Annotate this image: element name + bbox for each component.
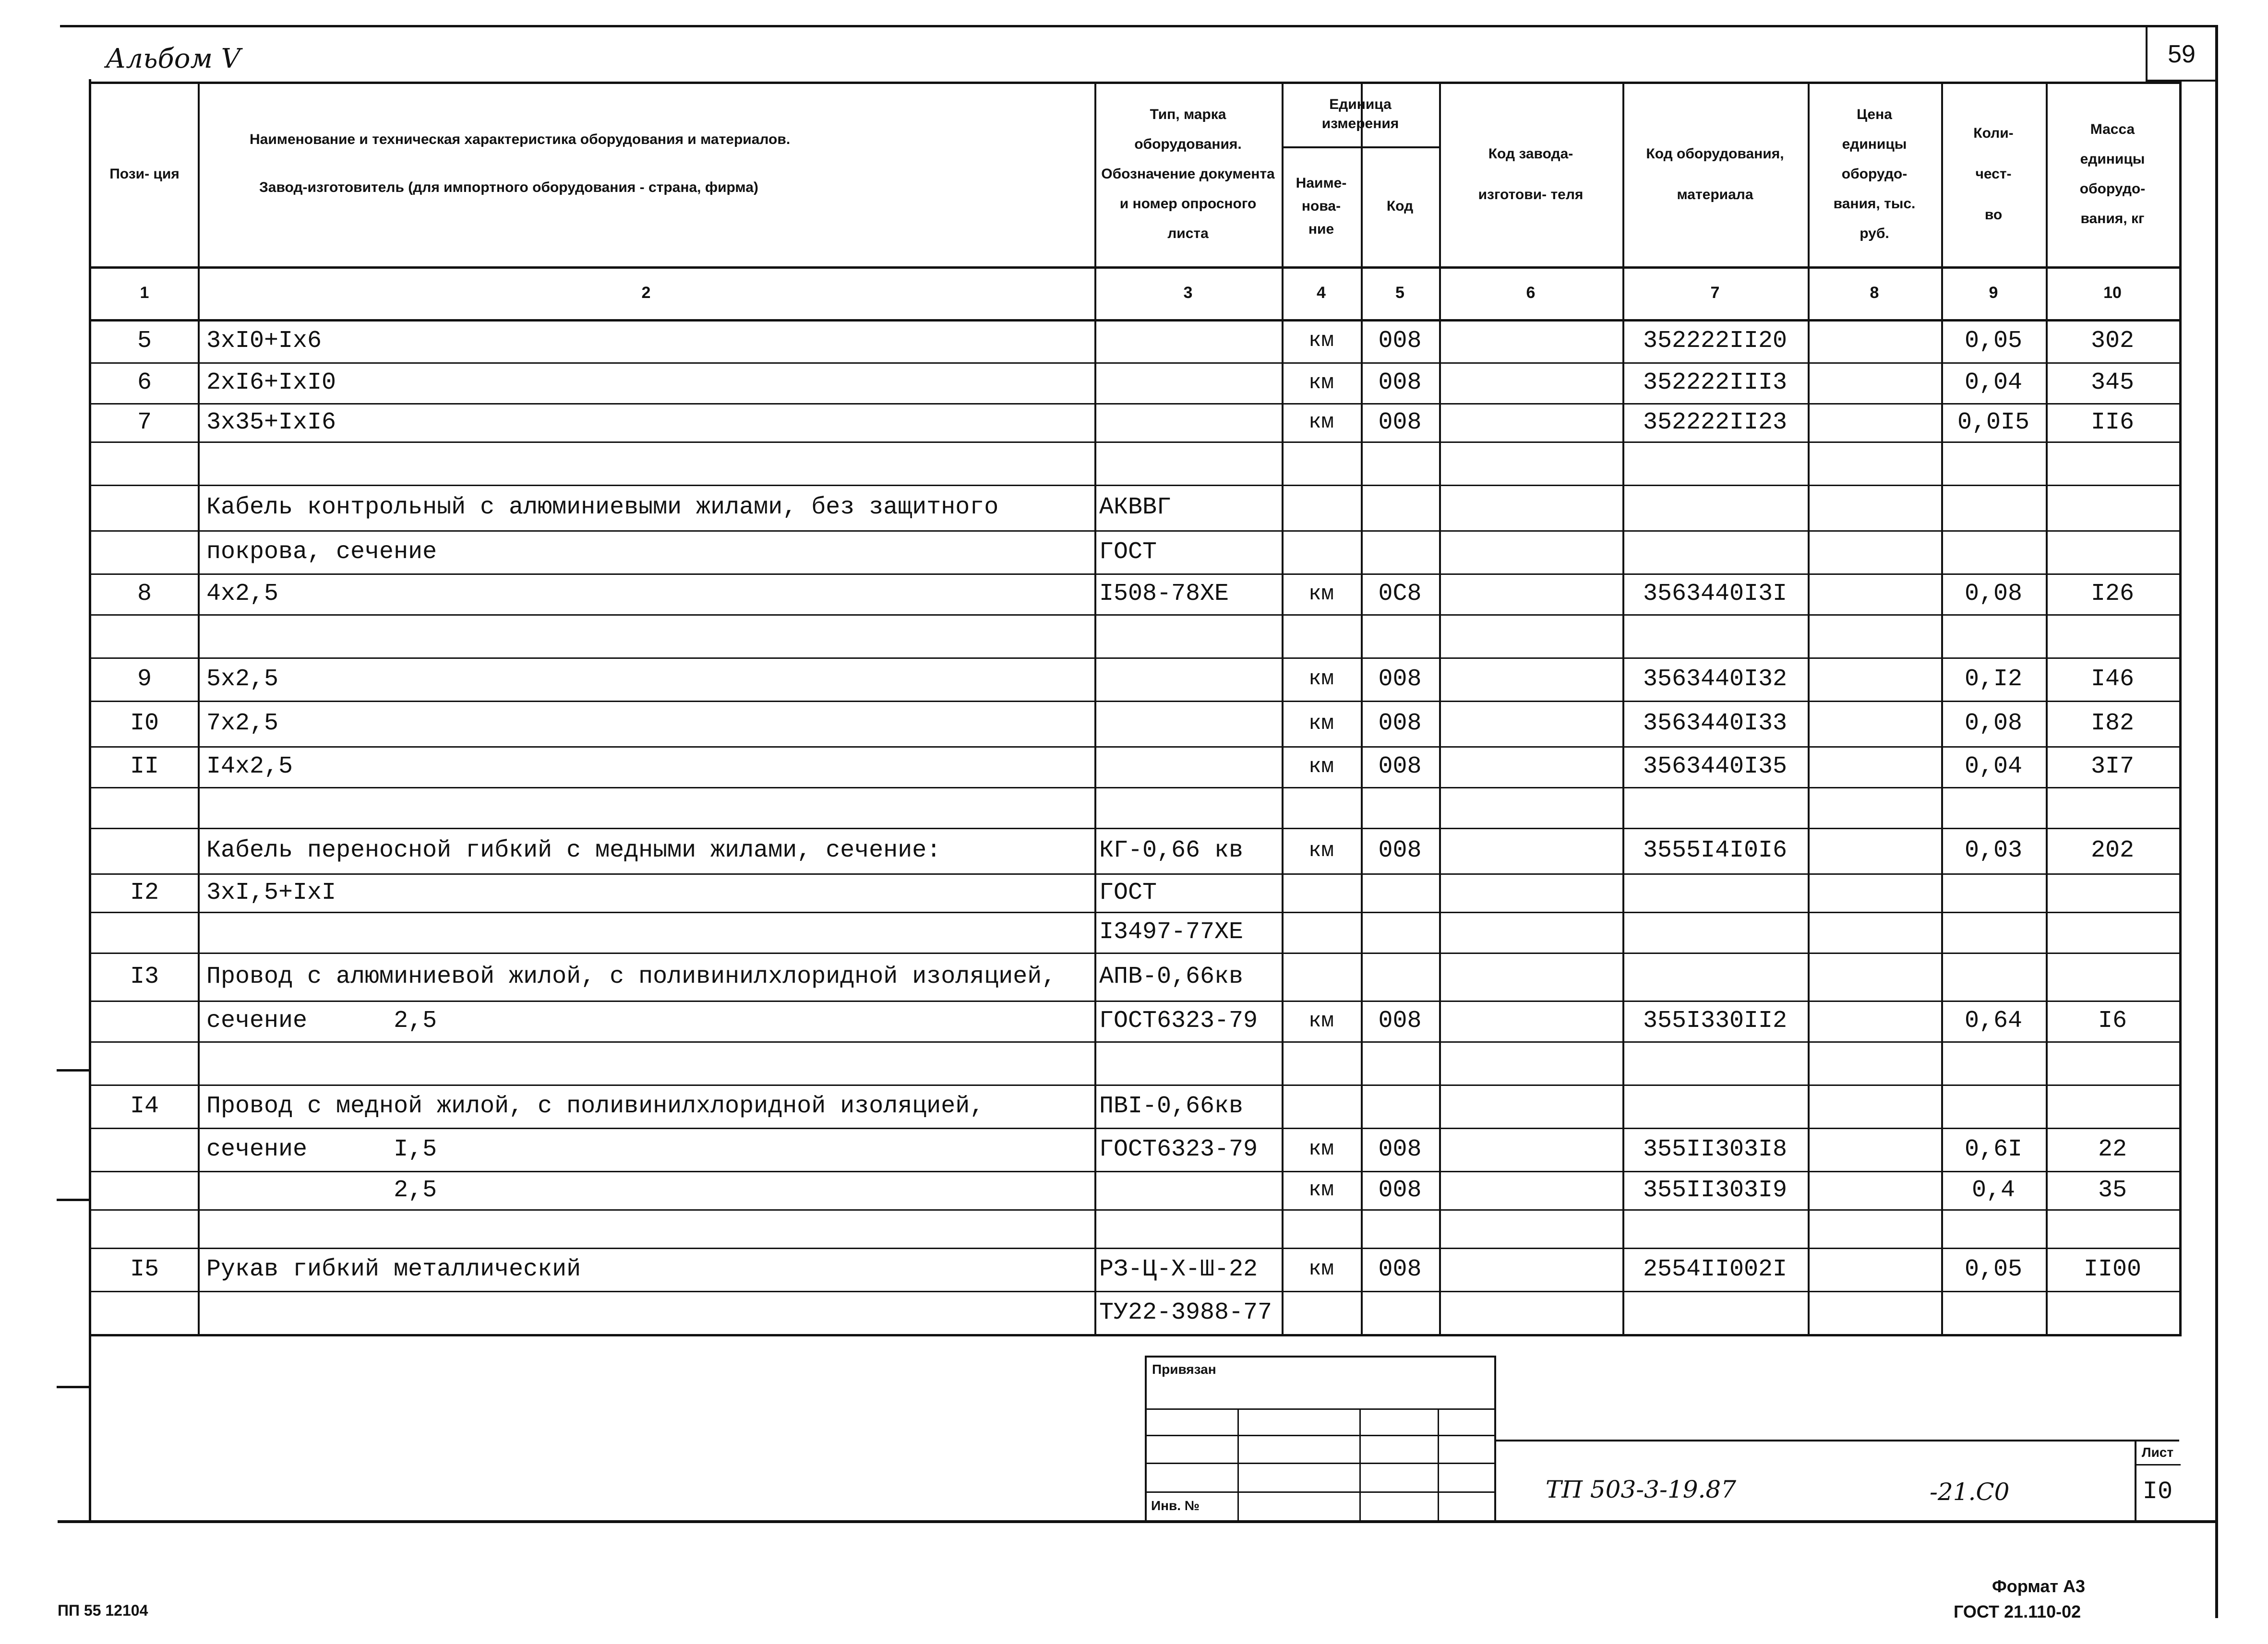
header-position: Пози- ция bbox=[109, 166, 180, 182]
cell-material-code: 355II303I8 bbox=[1643, 1135, 1788, 1163]
cell-unit: км bbox=[1308, 838, 1334, 863]
cell-unit: км bbox=[1308, 582, 1334, 606]
cell-unit-code: 008 bbox=[1378, 327, 1422, 355]
cell-mass: 345 bbox=[2090, 369, 2134, 396]
stamp-line bbox=[1494, 1356, 1496, 1521]
cell-type: РЗ-Ц-Х-Ш-22 bbox=[1099, 1255, 1258, 1283]
stamp-list-value: I0 bbox=[2142, 1477, 2173, 1506]
stamp-line bbox=[1145, 1356, 1495, 1358]
header-unit-group: Единица измерения bbox=[1321, 96, 1399, 131]
stamp-line bbox=[1237, 1408, 1239, 1521]
cell-name: Провод с алюминиевой жилой, с поливинилхлоридной изоляцией, bbox=[206, 963, 1056, 990]
row-line bbox=[91, 1209, 2179, 1211]
cell-material-code: 352222III3 bbox=[1643, 369, 1788, 396]
cell-quantity: 0,05 bbox=[1964, 327, 2023, 355]
column-number: 3 bbox=[1183, 283, 1193, 302]
cell-material-code: 3563440I32 bbox=[1643, 665, 1788, 693]
cell-name: покрова, сечение bbox=[206, 538, 437, 566]
cell-position: 6 bbox=[137, 369, 152, 396]
cell-type: ПВI-0,66кв bbox=[1099, 1092, 1244, 1120]
column-number: 7 bbox=[1710, 283, 1720, 302]
cell-unit: км bbox=[1308, 1009, 1334, 1033]
cell-name: 4x2,5 bbox=[206, 580, 279, 608]
cell-position: I2 bbox=[130, 879, 159, 906]
cell-quantity: 0,I2 bbox=[1964, 665, 2023, 693]
cell-mass: 202 bbox=[2090, 837, 2134, 864]
cell-material-code: 3563440I35 bbox=[1643, 753, 1788, 780]
cell-mass: I6 bbox=[2098, 1007, 2127, 1035]
edge-tick bbox=[57, 1199, 90, 1201]
stamp-line bbox=[1359, 1408, 1361, 1521]
header-type: Тип, марка оборудования. Обозначение документа и номер опросного листа bbox=[1101, 106, 1275, 241]
cell-unit-code: 008 bbox=[1378, 837, 1422, 864]
cell-mass: 35 bbox=[2098, 1176, 2127, 1204]
header-unit-code: Код bbox=[1386, 198, 1414, 214]
stamp-line bbox=[1145, 1356, 1147, 1521]
cell-quantity: 0,08 bbox=[1964, 580, 2023, 608]
row-line bbox=[91, 787, 2179, 788]
cell-material-code: 355II303I9 bbox=[1643, 1176, 1788, 1204]
cell-name: 3xI,5+IxI bbox=[206, 879, 336, 906]
cell-position: 9 bbox=[137, 665, 152, 693]
header-mass: Масса единицы оборудо- вания, кг bbox=[2079, 121, 2146, 226]
cell-type: ГОСТ6323-79 bbox=[1099, 1007, 1258, 1035]
cell-position: I3 bbox=[130, 963, 159, 990]
cell-mass: 3I7 bbox=[2090, 753, 2134, 780]
stamp-line bbox=[1145, 1408, 1495, 1410]
stamp-line bbox=[1145, 1435, 1495, 1436]
cell-unit-code: 008 bbox=[1378, 1135, 1422, 1163]
cell-unit: км bbox=[1308, 711, 1334, 736]
cell-material-code: 3563440I3I bbox=[1643, 580, 1788, 608]
cell-material-code: 3563440I33 bbox=[1643, 710, 1788, 737]
cell-mass: I82 bbox=[2090, 710, 2134, 737]
cell-position: I5 bbox=[130, 1255, 159, 1283]
cell-position: I4 bbox=[130, 1092, 159, 1120]
cell-name: сечение I,5 bbox=[206, 1135, 437, 1163]
header-quantity: Коли- чест- во bbox=[1973, 125, 2014, 223]
cell-name: 3xI0+Ix6 bbox=[206, 327, 322, 355]
cell-quantity: 0,04 bbox=[1964, 369, 2023, 396]
footer-gost: ГОСТ 21.110-02 bbox=[1954, 1602, 2081, 1621]
cell-mass: II00 bbox=[2083, 1255, 2142, 1283]
cell-position: 5 bbox=[137, 327, 152, 355]
cell-position: I0 bbox=[130, 710, 159, 737]
column-number: 5 bbox=[1395, 283, 1404, 302]
column-number: 1 bbox=[140, 283, 149, 302]
cell-mass: I46 bbox=[2090, 665, 2134, 693]
cell-quantity: 0,03 bbox=[1964, 837, 2023, 864]
cell-name: I4x2,5 bbox=[206, 753, 293, 780]
cell-unit-code: 008 bbox=[1378, 1255, 1422, 1283]
table-bottom bbox=[91, 1334, 2179, 1336]
stamp-doc-code: ТП 503-3-19.87 bbox=[1546, 1476, 1737, 1503]
cell-unit-code: 008 bbox=[1378, 665, 1422, 693]
frame-bottom bbox=[58, 1520, 2218, 1523]
cell-unit: км bbox=[1308, 1257, 1334, 1281]
cell-unit: км bbox=[1308, 1178, 1334, 1202]
cell-type: ГОСТ bbox=[1099, 879, 1157, 906]
cell-unit-code: 008 bbox=[1378, 753, 1422, 780]
cell-unit-code: 008 bbox=[1378, 1007, 1422, 1035]
cell-material-code: 2554II002I bbox=[1643, 1255, 1788, 1283]
stamp-list-label: Лист bbox=[2141, 1445, 2174, 1460]
stamp-line bbox=[1494, 1440, 2179, 1441]
header-price: Цена единицы оборудо- вания, тыс. руб. bbox=[1833, 106, 1916, 241]
cell-name: Кабель переносной гибкий с медными жилами, сечение: bbox=[206, 837, 941, 864]
row-line bbox=[91, 441, 2179, 443]
cell-type: ТУ22-3988-77 bbox=[1099, 1299, 1272, 1326]
cell-mass: 302 bbox=[2090, 327, 2134, 355]
cell-quantity: 0,05 bbox=[1964, 1255, 2023, 1283]
cell-unit-code: 008 bbox=[1378, 1176, 1422, 1204]
cell-position: 8 bbox=[137, 580, 152, 608]
stamp-doc-suffix: -21.С0 bbox=[1930, 1478, 2010, 1506]
cell-quantity: 0,0I5 bbox=[1957, 408, 2030, 436]
stamp-line bbox=[1145, 1491, 1495, 1493]
stamp-privyazan: Привязан bbox=[1152, 1362, 1216, 1377]
cell-mass: I26 bbox=[2090, 580, 2134, 608]
cell-material-code: 355I330II2 bbox=[1643, 1007, 1788, 1035]
header-name-line2: Завод-изготовитель (для импортного оборудования - страна, фирма) bbox=[259, 179, 758, 195]
cell-name: Рукав гибкий металлический bbox=[206, 1255, 581, 1283]
edge-tick bbox=[57, 1386, 90, 1388]
album-label: Альбом V bbox=[106, 43, 241, 74]
cell-quantity: 0,04 bbox=[1964, 753, 2023, 780]
cell-name: 5x2,5 bbox=[206, 665, 279, 693]
cell-type: I508-78ХЕ bbox=[1099, 580, 1229, 608]
cell-material-code: 352222II23 bbox=[1643, 408, 1788, 436]
header-material-code: Код оборудования, материала bbox=[1646, 145, 1784, 203]
cell-unit: км bbox=[1308, 410, 1334, 434]
cell-unit: км bbox=[1308, 1137, 1334, 1161]
row-line bbox=[91, 1041, 2179, 1043]
column-number: 9 bbox=[1989, 283, 1998, 302]
cell-unit-code: 0С8 bbox=[1378, 580, 1422, 608]
stamp-line bbox=[1438, 1408, 1439, 1521]
cell-type: ГОСТ bbox=[1099, 538, 1157, 566]
cell-quantity: 0,6I bbox=[1964, 1135, 2023, 1163]
cell-quantity: 0,4 bbox=[1971, 1176, 2015, 1204]
column-number: 10 bbox=[2103, 283, 2122, 302]
cell-name: Кабель контрольный с алюминиевыми жилами, без защитного bbox=[206, 494, 999, 521]
edge-tick bbox=[57, 1069, 90, 1072]
cell-material-code: 352222II20 bbox=[1643, 327, 1788, 355]
header-name-line1: Наименование и техническая характеристика оборудования и материалов. bbox=[250, 131, 791, 147]
header-unit-name: Наиме- нова- ние bbox=[1296, 175, 1347, 237]
cell-unit-code: 008 bbox=[1378, 710, 1422, 737]
sheet-corner-number: 59 bbox=[2168, 40, 2196, 68]
cell-mass: 22 bbox=[2098, 1135, 2127, 1163]
stamp-inv-number: Инв. № bbox=[1151, 1498, 1200, 1513]
cell-material-code: 3555I4I0I6 bbox=[1643, 837, 1788, 864]
column-number: 4 bbox=[1317, 283, 1326, 302]
cell-name: 7x2,5 bbox=[206, 710, 279, 737]
cell-unit: км bbox=[1308, 370, 1334, 395]
footer-left-code: ПП 55 12104 bbox=[58, 1602, 148, 1619]
cell-type: АПВ-0,66кв bbox=[1099, 963, 1244, 990]
footer-format: Формат А3 bbox=[1992, 1576, 2086, 1596]
cell-unit: км bbox=[1308, 754, 1334, 779]
frame-right bbox=[2215, 25, 2218, 1618]
cell-type: I3497-77ХЕ bbox=[1099, 918, 1244, 946]
column-number: 8 bbox=[1870, 283, 1879, 302]
cell-unit-code: 008 bbox=[1378, 369, 1422, 396]
cell-type: АКВВГ bbox=[1099, 494, 1172, 521]
table-right bbox=[2179, 82, 2182, 1336]
cell-name: 2xI6+IxI0 bbox=[206, 369, 336, 396]
cell-type: КГ-0,66 кв bbox=[1099, 837, 1244, 864]
cell-unit-code: 008 bbox=[1378, 408, 1422, 436]
column-number: 2 bbox=[641, 283, 651, 302]
stamp-line bbox=[1145, 1463, 1495, 1464]
row-line bbox=[91, 614, 2179, 616]
cell-quantity: 0,08 bbox=[1964, 710, 2023, 737]
cell-mass: II6 bbox=[2090, 408, 2134, 436]
cell-type: ГОСТ6323-79 bbox=[1099, 1135, 1258, 1163]
cell-unit: км bbox=[1308, 329, 1334, 353]
cell-position: II bbox=[130, 753, 159, 780]
cell-unit: км bbox=[1308, 667, 1334, 691]
cell-position: 7 bbox=[137, 408, 152, 436]
column-number: 6 bbox=[1526, 283, 1536, 302]
header-factory-code: Код завода- изготови- теля bbox=[1478, 145, 1584, 203]
cell-name: 2,5 bbox=[206, 1176, 437, 1204]
frame-top bbox=[60, 25, 2218, 27]
cell-name: 3x35+IxI6 bbox=[206, 408, 336, 436]
cell-name: сечение 2,5 bbox=[206, 1007, 437, 1035]
cell-name: Провод с медной жилой, с поливинилхлоридной изоляцией, bbox=[206, 1092, 984, 1120]
cell-quantity: 0,64 bbox=[1964, 1007, 2023, 1035]
